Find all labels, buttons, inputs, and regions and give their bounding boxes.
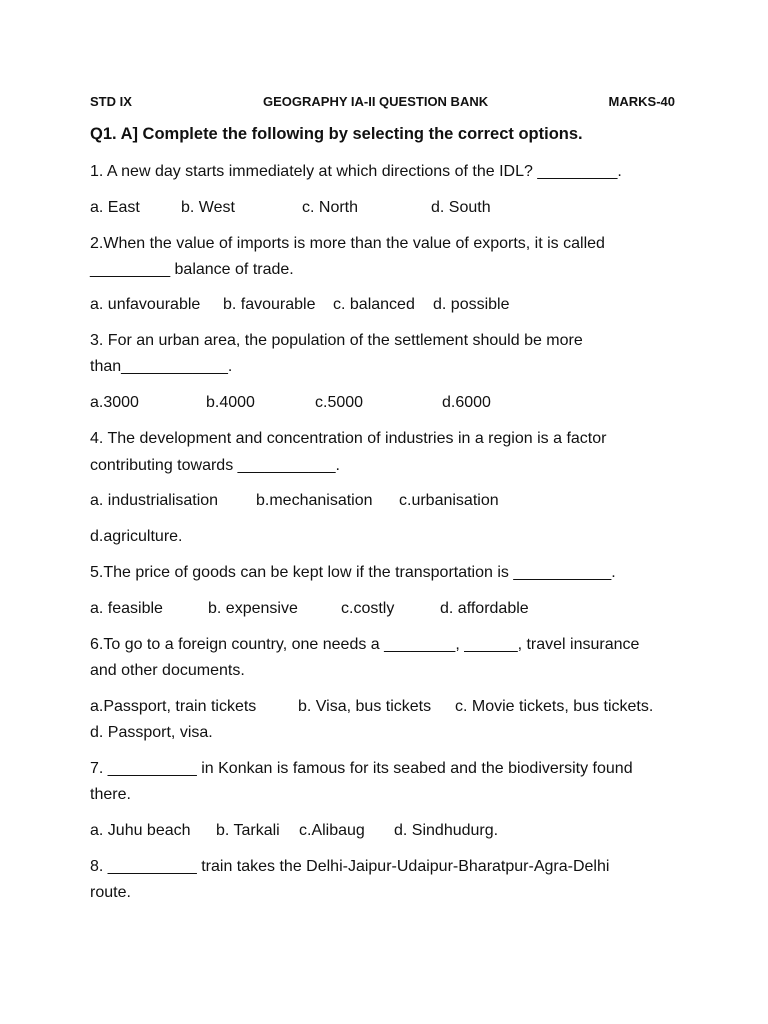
question-6-option-a: a.Passport, train tickets [90,698,257,715]
question-3-option-b: b.4000 [206,394,255,411]
question-2-option-c: c. balanced [333,296,415,313]
question-1-text: 1. A new day starts immediately at which directions of the IDL? _________. [90,163,622,180]
question-5-option-a: a. feasible [90,600,163,617]
question-6-option-c: c. Movie tickets, bus tickets. [455,698,654,715]
question-5-option-c: c.costly [341,600,395,617]
question-1-option-a: a. East [90,199,140,216]
question-5-text: 5.The price of goods can be kept low if the transportation is ___________. [90,564,616,581]
section-title: Q1. A] Complete the following by selecting the correct options. [90,125,583,143]
document-title: GEOGRAPHY IA-II QUESTION BANK [263,94,489,109]
question-3-text-line-2: than____________. [90,358,233,375]
question-2-text-line-2: _________ balance of trade. [90,261,294,278]
question-7-option-b: b. Tarkali [216,822,280,839]
question-7-text-line-1: 7. __________ in Konkan is famous for its seabed and the biodiversity found [90,760,633,777]
question-4-option-a: a. industrialisation [90,492,219,509]
question-4-option-d: d.agriculture. [90,528,183,545]
question-3-option-d: d.6000 [442,394,491,411]
question-5-option-d: d. affordable [440,600,529,617]
marks-label: MARKS-40 [608,94,675,109]
question-4-option-c: c.urbanisation [399,492,499,509]
standard-label: STD IX [90,94,132,109]
question-2-text-line-1: 2.When the value of imports is more than the value of exports, it is called [90,235,605,252]
question-6-option-d: d. Passport, visa. [90,724,213,741]
question-2-option-b: b. favourable [223,296,316,313]
question-3-option-a: a.3000 [90,394,139,411]
page-header [90,94,680,112]
question-1-option-b: b. West [181,199,235,216]
question-7-option-a: a. Juhu beach [90,822,191,839]
question-8-text-line-1: 8. __________ train takes the Delhi-Jaipur-Udaipur-Bharatpur-Agra-Delhi [90,858,610,875]
question-5-option-b: b. expensive [208,600,298,617]
question-1-option-c: c. North [302,199,359,216]
question-2-option-d: d. possible [433,296,510,313]
question-8-text-line-2: route. [90,884,131,901]
question-3-option-c: c.5000 [315,394,364,411]
question-4-text-line-2: contributing towards ___________. [90,457,340,474]
question-6-text-line-2: and other documents. [90,662,245,679]
question-7-option-c: c.Alibaug [299,822,365,839]
question-6-text-line-1: 6.To go to a foreign country, one needs a ________, ______, travel insurance [90,636,640,653]
question-7-text-line-2: there. [90,786,131,803]
question-3-text-line-1: 3. For an urban area, the population of the settlement should be more [90,332,583,349]
question-2-option-a: a. unfavourable [90,296,201,313]
question-7-option-d: d. Sindhudurg. [394,822,499,839]
question-6-option-b: b. Visa, bus tickets [298,698,432,715]
question-1-option-d: d. South [431,199,491,216]
question-4-option-b: b.mechanisation [256,492,373,509]
question-4-text-line-1: 4. The development and concentration of industries in a region is a factor [90,430,607,447]
